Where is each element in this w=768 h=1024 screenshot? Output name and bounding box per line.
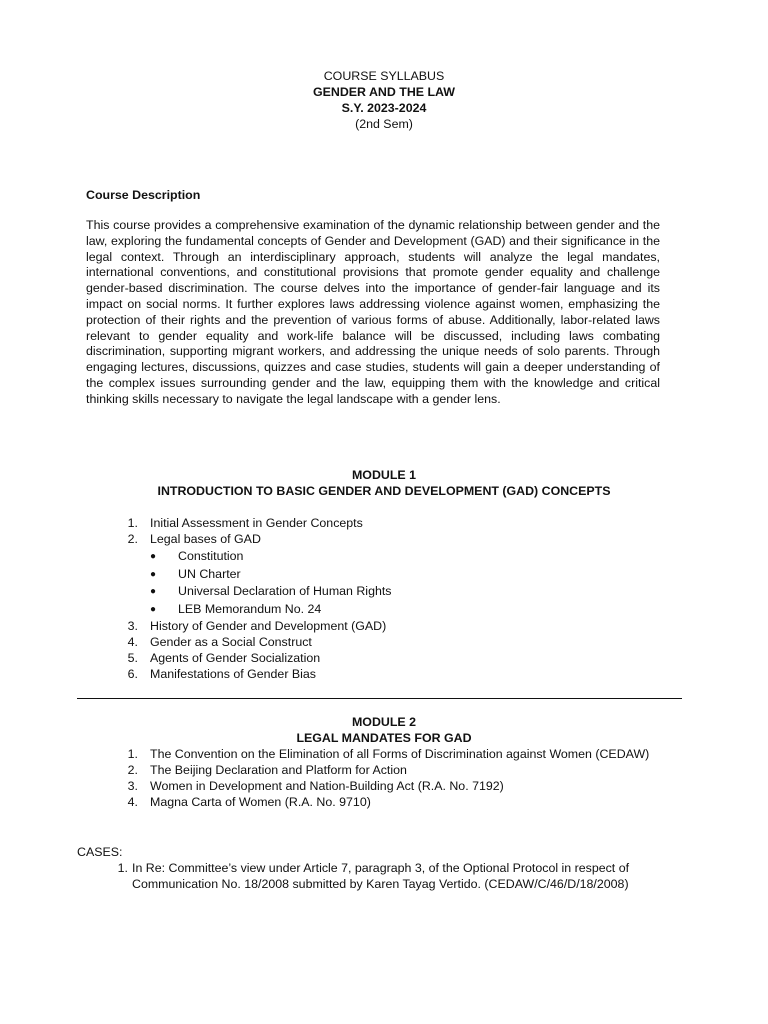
list-item (114, 794, 654, 810)
list-number: 4. (127, 795, 138, 809)
list-number: 1. (117, 861, 128, 875)
list-item-text: Women in Development and Nation-Building Act (R.A. No. 7192) (150, 779, 504, 793)
list-number: 2. (127, 532, 138, 546)
sub-list-item (150, 548, 674, 566)
list-item-text: History of Gender and Development (GAD) (150, 619, 387, 633)
module-2-topic-list (114, 746, 654, 810)
list-number: 6. (127, 667, 138, 681)
header-school-year: S.Y. 2023-2024 (341, 101, 427, 115)
header-course-syllabus: COURSE SYLLABUS (323, 69, 445, 83)
list-item-text: In Re: Committee’s view under Article 7, paragraph 3, of the Optional Protocol in respect of Communication No. 18/2008 submitted by Karen Tayag Vertido. (CEDAW/C/46/D/18/2008) (132, 861, 630, 891)
list-number: 3. (127, 619, 138, 633)
list-item (114, 515, 674, 531)
list-item (114, 634, 674, 650)
list-item (114, 762, 654, 778)
header-semester: (2nd Sem) (355, 117, 413, 131)
list-number: 2. (127, 763, 138, 777)
list-item (114, 746, 654, 762)
document-header (0, 68, 768, 132)
course-description-body: This course provides a comprehensive examination of the dynamic relationship between gender and the law, exploring the fundamental concepts of Gender and Development (GAD) and their significance in the legal context. Through an interdisciplinary approach, students will analyze the legal mandates, international conventions, and constitutional provisions that promote gender equality and challenge gender-based discrimination. The course delves into the importance of gender-fair language and its impact on social norms. It further explores laws addressing violence against women, emphasizing the protection of their rights and the prevention of various forms of abuse. Additionally, labor-related laws relevant to gender equality and work-life balance will be discussed, including laws combating discrimination, supporting migrant workers, and addressing the unique needs of solo parents. Through engaging lectures, discussions, quizzes and case studies, students will gain a deeper understanding of the complex issues surrounding gender and the law, equipping them with the knowledge and critical thinking skills necessary to navigate the legal landscape with a gender lens. (86, 218, 660, 406)
list-item (114, 666, 674, 682)
bullet-icon: ● (150, 568, 157, 580)
sub-list-item-text: UN Charter (178, 566, 241, 581)
list-number: 1. (127, 747, 138, 761)
module-1-heading (0, 467, 768, 499)
list-item-text: Gender as a Social Construct (150, 635, 312, 649)
header-course-title: GENDER AND THE LAW (312, 85, 456, 99)
module-1-topic-list (114, 515, 674, 682)
list-number: 5. (127, 651, 138, 665)
list-number: 4. (127, 635, 138, 649)
cases-list (116, 860, 676, 892)
list-item (114, 650, 674, 666)
list-item-text: Manifestations of Gender Bias (150, 667, 316, 681)
module-2-title: LEGAL MANDATES FOR GAD (296, 731, 472, 745)
cases-label: CASES: (77, 845, 123, 859)
sub-list-item-text: LEB Memorandum No. 24 (178, 601, 322, 616)
list-item-text: Initial Assessment in Gender Concepts (150, 516, 363, 530)
list-item (114, 778, 654, 794)
sub-list-item (150, 566, 674, 584)
sub-list-item-text: Universal Declaration of Human Rights (178, 584, 392, 598)
module-2-label: MODULE 2 (351, 715, 417, 729)
section-divider (77, 698, 682, 699)
module-1-label: MODULE 1 (351, 468, 417, 482)
bullet-icon: ● (150, 551, 157, 562)
list-item (114, 531, 674, 618)
module-1-title: INTRODUCTION TO BASIC GENDER AND DEVELOPMENT (GAD) CONCEPTS (157, 484, 611, 498)
sub-list-item-text: Constitution (178, 549, 244, 563)
bullet-icon: ● (150, 603, 157, 615)
list-number: 1. (127, 516, 138, 530)
list-item (114, 618, 674, 634)
list-number: 3. (127, 779, 138, 793)
sub-list-item (150, 601, 674, 619)
sub-list-item (150, 583, 674, 601)
module-2-heading (0, 714, 768, 746)
list-item-text: Legal bases of GAD (150, 532, 261, 546)
list-item-text: Magna Carta of Women (R.A. No. 9710) (150, 795, 371, 809)
list-item-text: The Beijing Declaration and Platform for Action (150, 763, 407, 777)
list-item-text: Agents of Gender Socialization (150, 651, 321, 665)
legal-bases-sublist (150, 548, 674, 618)
list-item (116, 860, 676, 892)
course-description-heading: Course Description (86, 188, 201, 202)
bullet-icon: ● (150, 586, 157, 597)
list-item-text: The Convention on the Elimination of all Forms of Discrimination against Women (CEDAW) (150, 747, 650, 761)
